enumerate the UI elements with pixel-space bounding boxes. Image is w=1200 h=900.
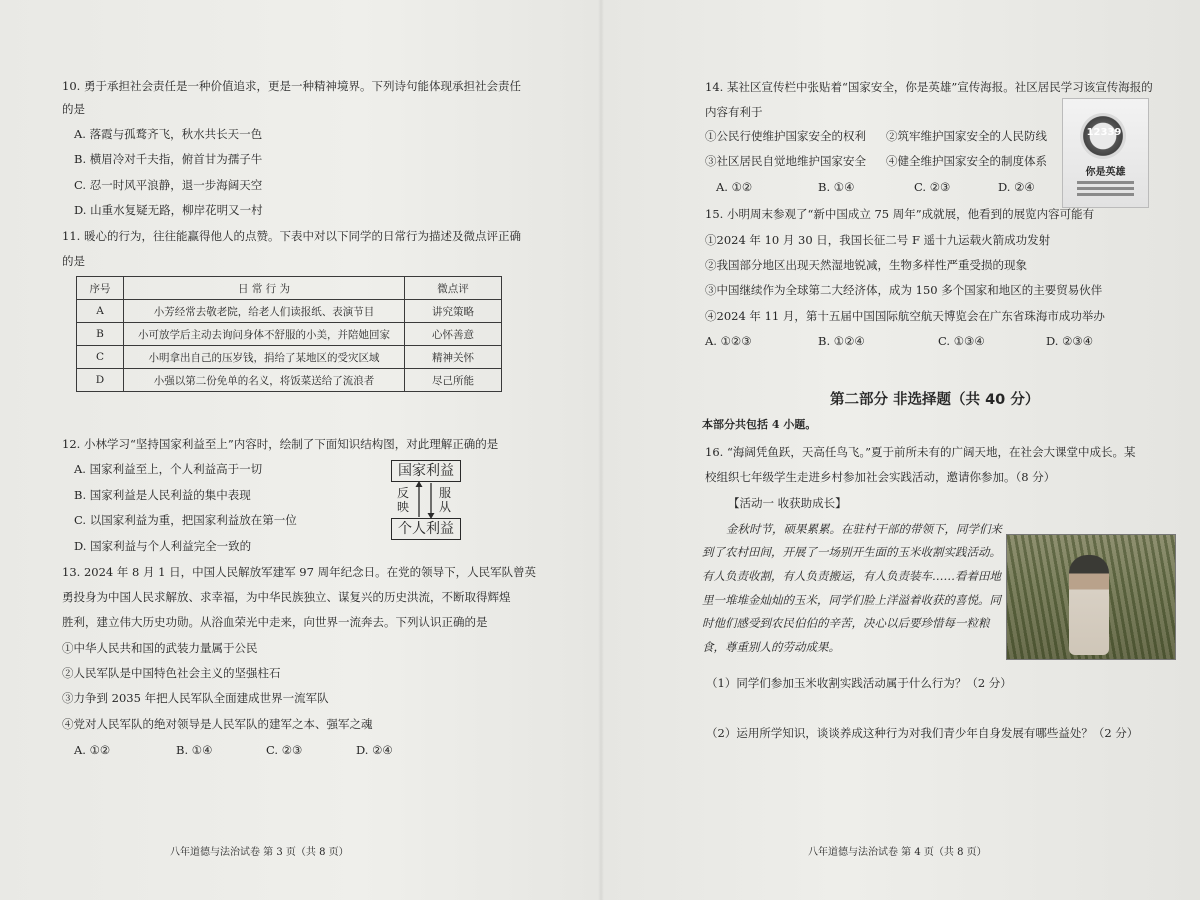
poster-hotline-number: 12339 <box>1086 127 1122 138</box>
student-figure <box>1069 555 1109 655</box>
q13-stem-line2: 勇投身为中国人民求解放、求幸福，为中华民族独立、谋复兴的历史洪流，不断取得辉煌 <box>62 590 511 604</box>
table-cell: B <box>77 323 124 346</box>
q14-item-4: ④健全维护国家安全的制度体系 <box>886 154 1047 168</box>
q13-item-3: ③力争到 2035 年把人民军队全面建成世界一流军队 <box>62 691 329 705</box>
diagram-left-char-1: 反 <box>396 486 409 500</box>
q13-item-1: ①中华人民共和国的武装力量属于公民 <box>62 641 258 655</box>
table-header: 微点评 <box>405 277 502 300</box>
q10-option-b: B. 横眉冷对千夫指，俯首甘为孺子牛 <box>74 152 263 166</box>
q12-option-b: B. 国家利益是人民利益的集中表现 <box>74 488 251 502</box>
q13-item-2: ②人民军队是中国特色社会主义的坚强柱石 <box>62 666 281 680</box>
q14-stem-line2: 内容有利于 <box>705 105 763 119</box>
q15-item-4: ④2024 年 11 月，第十五届中国国际航空航天博览会在广东省珠海市成功举办 <box>705 309 1105 323</box>
left-page-footer: 八年道德与法治试卷 第 3 页（共 8 页） <box>170 847 349 858</box>
q15-choice-c: C. ①③④ <box>938 334 985 348</box>
q12-option-c: C. 以国家利益为重，把国家利益放在第一位 <box>74 513 297 527</box>
table-cell: 讲究策略 <box>405 300 502 323</box>
q15-choice-a: A. ①②③ <box>705 334 752 348</box>
q14-item-1: ①公民行使维护国家安全的权利 <box>705 129 866 143</box>
poster-fine-print <box>1077 193 1134 196</box>
q15-stem: 15. 小明周末参观了“新中国成立 75 周年”成就展，他看到的展览内容可能有 <box>705 207 1095 221</box>
up-arrow-icon <box>416 481 423 487</box>
diagram-right-char-2: 从 <box>438 500 451 514</box>
table-cell: 小强以第二份免单的名义，将饭菜送给了流浪者 <box>124 369 405 392</box>
q13-choice-b: B. ①④ <box>176 743 213 757</box>
q14-item-2: ②筑牢维护国家安全的人民防线 <box>886 129 1047 143</box>
q16-passage-line1: 金秋时节，硕果累累。在驻村干部的带领下，同学们来 <box>726 522 1002 536</box>
q12-option-a: A. 国家利益至上，个人利益高于一切 <box>74 462 263 476</box>
q13-choice-c: C. ②③ <box>266 743 303 757</box>
q10-option-d: D. 山重水复疑无路，柳岸花明又一村 <box>74 203 263 217</box>
poster-fine-print <box>1077 181 1134 184</box>
q12-option-d: D. 国家利益与个人利益完全一致的 <box>74 539 252 553</box>
table-cell: 心怀善意 <box>405 323 502 346</box>
q10-option-c: C. 忍一时风平浪静，退一步海阔天空 <box>74 178 263 192</box>
q16-passage-line4: 里一堆堆金灿灿的玉米，同学们脸上洋溢着收获的喜悦。同 <box>702 593 1001 607</box>
activity-one-title: 【活动一 收获助成长】 <box>728 496 847 510</box>
q16-passage-line2: 到了农村田间，开展了一场别开生面的玉米收割实践活动。 <box>702 545 1001 559</box>
diagram-bottom-box: 个人利益 <box>391 518 461 540</box>
right-page-footer: 八年道德与法治试卷 第 4 页（共 8 页） <box>808 847 987 858</box>
q14-choice-c: C. ②③ <box>914 180 951 194</box>
table-cell: D <box>77 369 124 392</box>
q15-item-1: ①2024 年 10 月 30 日，我国长征二号 F 遥十九运载火箭成功发射 <box>705 233 1051 247</box>
q11-stem-line2: 的是 <box>62 254 85 268</box>
table-row <box>77 346 502 369</box>
q13-choice-a: A. ①② <box>74 743 111 757</box>
q10-option-a: A. 落霞与孤鹜齐飞，秋水共长天一色 <box>74 127 263 141</box>
poster-headline: 你是英雄 <box>1085 167 1126 178</box>
q15-item-2: ②我国部分地区出现天然湿地锐减，生物多样性严重受损的现象 <box>705 258 1027 272</box>
q11-stem-line1: 11. 暖心的行为，往往能赢得他人的点赞。下表中对以下同学的日常行为描述及微点评正确 <box>62 229 521 243</box>
diagram-arrows <box>412 481 438 519</box>
poster-fine-print <box>1077 187 1134 190</box>
q14-stem-line1: 14. 某社区宣传栏中张贴着“国家安全，你是英雄”宣传海报。社区居民学习该宣传海报的 <box>705 80 1153 94</box>
table-row <box>77 323 502 346</box>
section-two-title: 第二部分 非选择题（共 40 分） <box>830 392 1040 408</box>
q16-subquestion-2: （2）运用所学知识，谈谈养成这种行为对我们青少年自身发展有哪些益处？（2 分） <box>706 726 1139 740</box>
q14-choice-d: D. ②④ <box>998 180 1035 194</box>
page-fold <box>598 0 604 900</box>
q13-item-4: ④党对人民军队的绝对领导是人民军队的建军之本、强军之魂 <box>62 717 373 731</box>
q12-stem: 12. 小林学习“坚持国家利益至上”内容时，绘制了下面知识结构图，对此理解正确的是 <box>62 437 499 451</box>
down-arrow-icon <box>428 513 435 519</box>
q15-item-3: ③中国继续作为全球第二大经济体，成为 150 多个国家和地区的主要贸易伙伴 <box>705 283 1103 297</box>
table-cell: 尽己所能 <box>405 369 502 392</box>
q15-choice-d: D. ②③④ <box>1046 334 1094 348</box>
q15-choice-b: B. ①②④ <box>818 334 865 348</box>
table-cell: A <box>77 300 124 323</box>
q10-stem-line2: 的是 <box>62 102 85 116</box>
corn-harvest-photo <box>1006 534 1176 660</box>
q14-choice-a: A. ①② <box>716 180 753 194</box>
q16-passage-line6: 食，尊重别人的劳动成果。 <box>702 640 840 654</box>
table-header-row <box>77 277 502 300</box>
table-cell: C <box>77 346 124 369</box>
table-header: 序号 <box>77 277 124 300</box>
q14-item-3: ③社区居民自觉地维护国家安全 <box>705 154 866 168</box>
q13-choice-d: D. ②④ <box>356 743 393 757</box>
diagram-left-char-2: 映 <box>396 500 409 514</box>
q16-passage-line3: 有人负责收割，有人负责搬运，有人负责装车……看着田地 <box>702 569 1001 583</box>
q11-table <box>76 276 502 392</box>
section-two-note: 本部分共包括 4 小题。 <box>702 418 817 431</box>
table-cell: 小可放学后主动去询问身体不舒服的小美，并陪她回家 <box>124 323 405 346</box>
q14-choice-b: B. ①④ <box>818 180 855 194</box>
diagram-right-char-1: 服 <box>438 486 451 500</box>
q13-stem-line3: 胜利，建立伟大历史功勋。从浴血荣光中走来，向世界一流奔去。下列认识正确的是 <box>62 615 488 629</box>
q16-stem-line2: 校组织七年级学生走进乡村参加社会实践活动，邀请你参加。（8 分） <box>705 470 1056 484</box>
table-row <box>77 300 502 323</box>
q16-stem-line1: 16. “海阔凭鱼跃，天高任鸟飞。”夏于前所未有的广阔天地，在社会大课堂中成长。某 <box>705 445 1136 459</box>
table-cell: 小明拿出自己的压岁钱，捐给了某地区的受灾区域 <box>124 346 405 369</box>
table-cell: 精神关怀 <box>405 346 502 369</box>
q16-subquestion-1: （1）同学们参加玉米收割实践活动属于什么行为？（2 分） <box>706 676 1012 690</box>
table-row <box>77 369 502 392</box>
q16-passage-line5: 时他们感受到农民伯伯的辛苦，决心以后要珍惜每一粒粮 <box>702 616 990 630</box>
table-cell: 小芳经常去敬老院，给老人们读报纸、表演节目 <box>124 300 405 323</box>
diagram-top-box: 国家利益 <box>391 460 461 482</box>
security-poster-image <box>1062 98 1149 208</box>
table-header: 日 常 行 为 <box>124 277 405 300</box>
q13-stem-line1: 13. 2024 年 8 月 1 日，中国人民解放军建军 97 周年纪念日。在党的领导下，人民军队曾英 <box>62 565 537 579</box>
q10-stem-line1: 10. 勇于承担社会责任是一种价值追求，更是一种精神境界。下列诗句能体现承担社会责任 <box>62 79 521 93</box>
